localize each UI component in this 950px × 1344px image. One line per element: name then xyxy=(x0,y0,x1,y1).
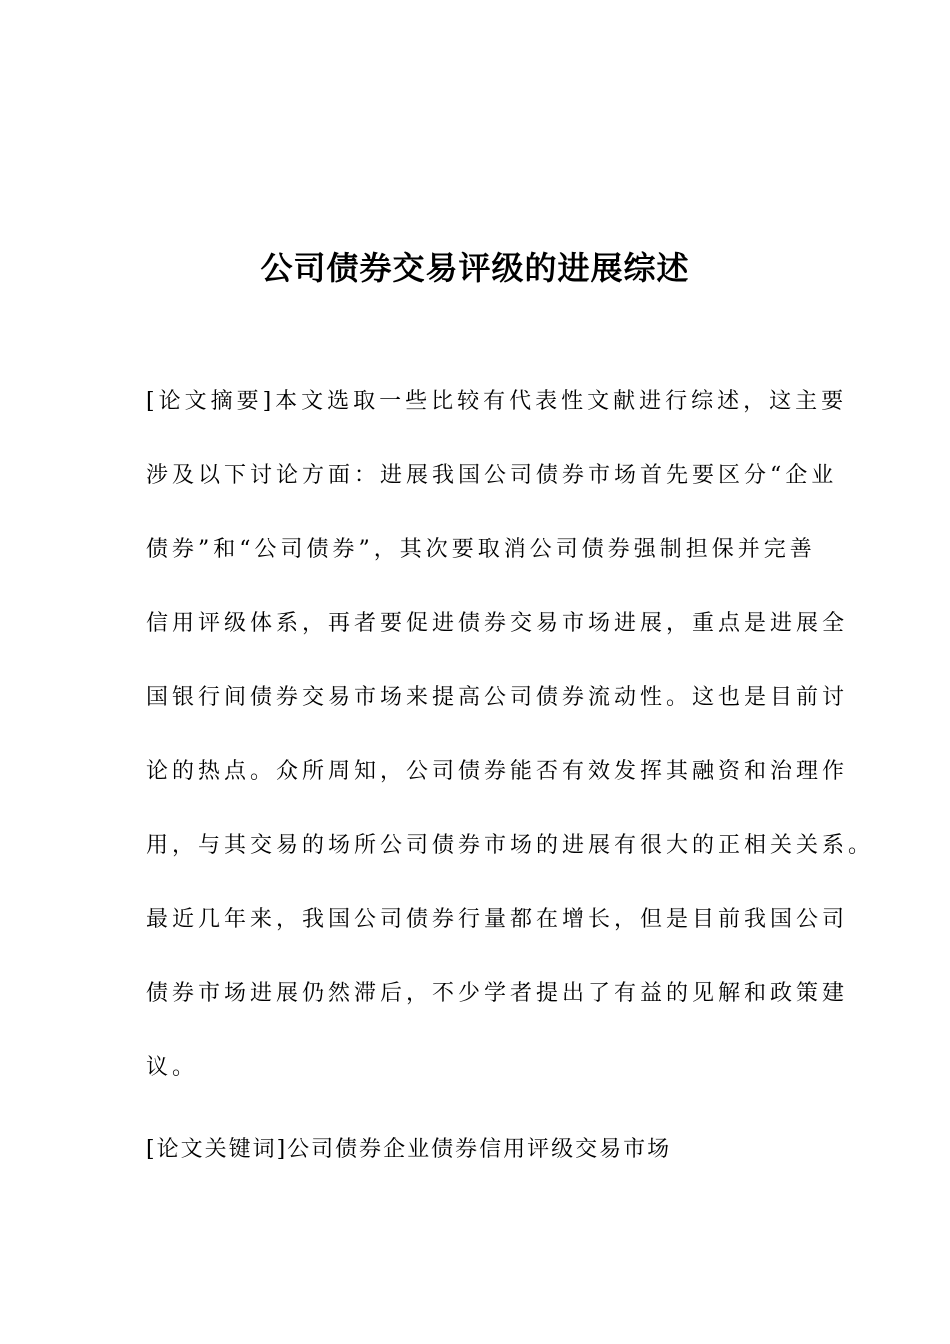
abstract-line: 论的热点。众所周知，公司债券能否有效发挥其融资和治理作 xyxy=(146,759,849,784)
abstract-line: 用，与其交易的场所公司债券市场的进展有很大的正相关关系。 xyxy=(146,833,875,858)
abstract-line: 最近几年来，我国公司债券行量都在增长，但是目前我国公司 xyxy=(146,907,849,932)
abstract-paragraph xyxy=(146,365,875,1105)
abstract-line: [论文摘要]本文选取一些比较有代表性文献进行综述，这主要 xyxy=(146,389,848,414)
abstract-line: 债券”和“公司债券”，其次要取消公司债券强制担保并完善 xyxy=(146,537,816,562)
abstract-line: 债券市场进展仍然滞后，不少学者提出了有益的见解和政策建 xyxy=(146,981,849,1006)
keywords-line: [论文关键词]公司债券企业债券信用评级交易市场 xyxy=(146,1137,672,1162)
abstract-line: 国银行间债券交易市场来提高公司债券流动性。这也是目前讨 xyxy=(146,685,849,710)
abstract-line: 信用评级体系，再者要促进债券交易市场进展，重点是进展全 xyxy=(146,611,849,636)
abstract-line: 涉及以下讨论方面：进展我国公司债券市场首先要区分“企业 xyxy=(146,463,838,488)
abstract-line: 议。 xyxy=(146,1055,199,1080)
document-title: 公司债券交易评级的进展综述 xyxy=(260,249,690,288)
